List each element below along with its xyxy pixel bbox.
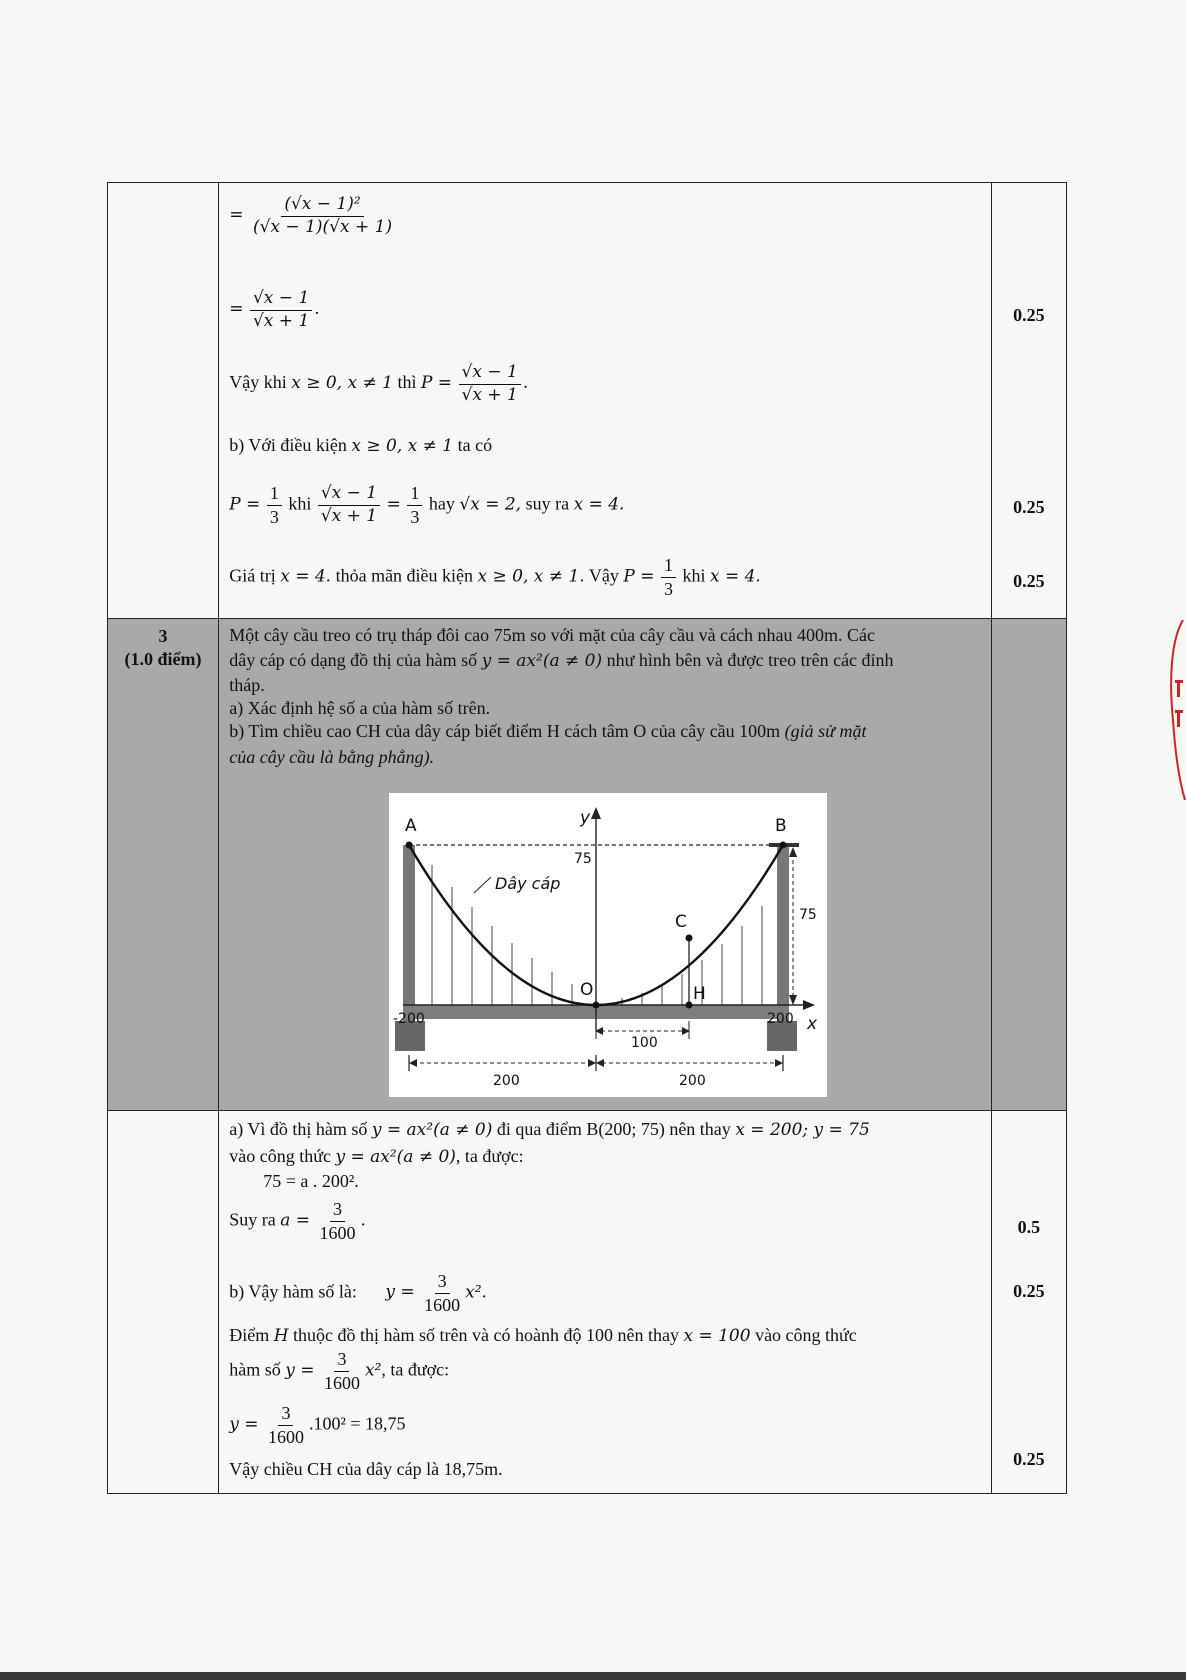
answer-table bbox=[107, 182, 1067, 1494]
label-cable: Dây cáp bbox=[495, 874, 561, 893]
stamp-fragment bbox=[1165, 620, 1186, 800]
question-line: dây cáp có dạng đồ thị của hàm số y = ax²(a ≠ 0) như hình bên và được treo trên các đỉnh bbox=[229, 650, 894, 671]
score: 0.25 bbox=[1013, 1449, 1045, 1469]
solution-line: hàm số y = $\frac{3}{1600}$ x², ta được: bbox=[229, 1349, 450, 1393]
solution-line: a) Vì đồ thị hàm số y = ax²(a ≠ 0) đi qua điểm B(200; 75) nên thay x = 200; y = 75 bbox=[229, 1119, 870, 1140]
score: 0.5 bbox=[1017, 1217, 1041, 1237]
final-conclusion: Giá trị x = 4. thỏa mãn điều kiện x ≥ 0, x ≠ 1. Vậy P = $\frac{1}{3}$ khi x = 4. bbox=[229, 555, 761, 599]
table-row bbox=[108, 619, 1067, 1111]
solution-line: y = $\frac{3}{1600}$ .100² = 18,75 bbox=[229, 1403, 406, 1447]
solution-line: b) Vậy hàm số là: y = $\frac{3}{1600}$ x². bbox=[229, 1271, 487, 1315]
solution-line: vào công thức y = ax²(a ≠ 0), ta được: bbox=[229, 1146, 524, 1167]
solution-cell bbox=[219, 183, 992, 619]
solution-line: 75 = a . 200². bbox=[263, 1171, 359, 1191]
score-cell bbox=[991, 619, 1066, 1111]
table-row bbox=[108, 1111, 1067, 1494]
question-line: b) Tìm chiều cao CH của dây cáp biết điểm H cách tâm O của cây cầu 100m (giả sử mặt bbox=[229, 721, 867, 741]
score: 0.25 bbox=[1013, 1281, 1045, 1301]
question-number-cell bbox=[108, 619, 219, 1111]
score: 0.25 bbox=[1013, 571, 1045, 591]
question-points: (1.0 điểm) bbox=[124, 649, 202, 669]
conclusion-a: Vậy khi x ≥ 0, x ≠ 1 thì P = $\frac{√x - 1}{√x + 1}$ . bbox=[229, 362, 529, 405]
question-number: 3 bbox=[158, 626, 168, 646]
question-line: a) Xác định hệ số a của hàm số trên. bbox=[229, 698, 491, 718]
label-100: 100 bbox=[631, 1035, 658, 1051]
label-y: y bbox=[580, 808, 591, 828]
label-x: x bbox=[807, 1014, 818, 1034]
equation-step-1: = $\frac{\text{(√x − 1)²}}{(√x - 1)(√x + 1)}$ bbox=[229, 194, 393, 237]
label-O: O bbox=[580, 980, 594, 1000]
label-C: C bbox=[675, 912, 688, 932]
label-200: 200 bbox=[767, 1011, 794, 1027]
solution-line: Vậy chiều CH của dây cáp là 18,75m. bbox=[229, 1459, 503, 1479]
label-A: A bbox=[405, 816, 417, 836]
part-b-intro: b) Với điều kiện x ≥ 0, x ≠ 1 ta có bbox=[229, 435, 493, 456]
question-line: tháp. bbox=[229, 675, 265, 695]
solution-line: Điểm H thuộc đồ thị hàm số trên và có hoành độ 100 nên thay x = 100 vào công thức bbox=[229, 1325, 857, 1346]
solution-line: Suy ra a = $\frac{3}{1600}$ . bbox=[229, 1199, 366, 1243]
question-line: Một cây cầu treo có trụ tháp đôi cao 75m so với mặt của cây cầu và cách nhau 400m. Các bbox=[229, 625, 876, 645]
label-75-right: 75 bbox=[799, 907, 818, 923]
label-200-left: 200 bbox=[493, 1073, 520, 1089]
scan-edge bbox=[0, 1672, 1186, 1680]
score-cell bbox=[991, 1111, 1066, 1494]
score-cell bbox=[991, 183, 1066, 619]
equation-step-2: = $\frac{√x - 1}{√x + 1}$ . bbox=[229, 288, 320, 331]
label-200-right: 200 bbox=[679, 1073, 706, 1089]
part-b-equation: P = $\frac{1}{3}$ khi $\frac{√x - 1}{√x + 1}$ = $\frac{1}{3}$ hay √x = 2, suy ra x = 4. bbox=[229, 483, 625, 527]
label-minus-200: -200 bbox=[393, 1011, 425, 1027]
question-text-cell bbox=[219, 619, 992, 1111]
label-H: H bbox=[693, 984, 707, 1004]
question-line: của cây cầu là bằng phẳng). bbox=[229, 747, 435, 767]
solution-cell bbox=[219, 1111, 992, 1494]
score: 0.25 bbox=[1013, 305, 1045, 325]
label-B: B bbox=[775, 816, 787, 836]
question-cell bbox=[108, 1111, 219, 1494]
bridge-figure bbox=[389, 793, 827, 1097]
score: 0.25 bbox=[1013, 497, 1045, 517]
question-cell bbox=[108, 183, 219, 619]
label-75: 75 bbox=[574, 851, 593, 867]
table-row bbox=[108, 183, 1067, 619]
